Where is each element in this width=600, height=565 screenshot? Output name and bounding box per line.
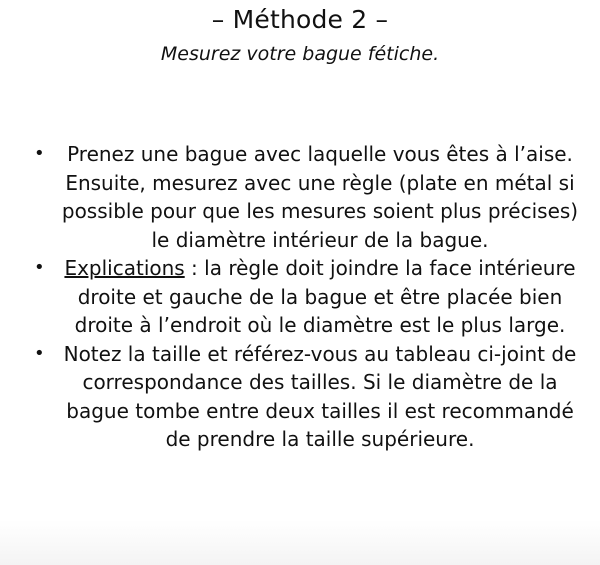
list-item-text: Prenez une bague avec laquelle vous êtes à l’aise. Ensuite, mesurez avec une règle (plate en métal si possible pour que les mesures soient plus précises) le diamètre intérieur de la bague. [61,142,579,252]
list-item-size-table [0,340,600,454]
bullet-icon: • [34,342,45,364]
list-item-text: : la règle doit joindre la face intérieure droite et gauche de la bague et être placée bien droite à l’endroit où le diamètre est le plus large. [74,256,576,337]
list-item-text: Notez la taille et référez-vous au tableau ci-joint de correspondance des tailles. Si le diamètre de la bague tombe entre deux tailles il est recommandé de prendre la taille supérieure. [63,341,577,451]
list-item-explanations [0,254,600,340]
page-subtitle: Mesurez votre bague fétiche. [160,43,440,65]
page-title: – Méthode 2 – [211,5,389,34]
bullet-icon: • [34,257,45,278]
instruction-list [0,140,600,454]
list-item-measure-ring [0,140,600,254]
explanations-label: Explications [64,256,185,280]
bullet-icon: • [34,143,45,164]
